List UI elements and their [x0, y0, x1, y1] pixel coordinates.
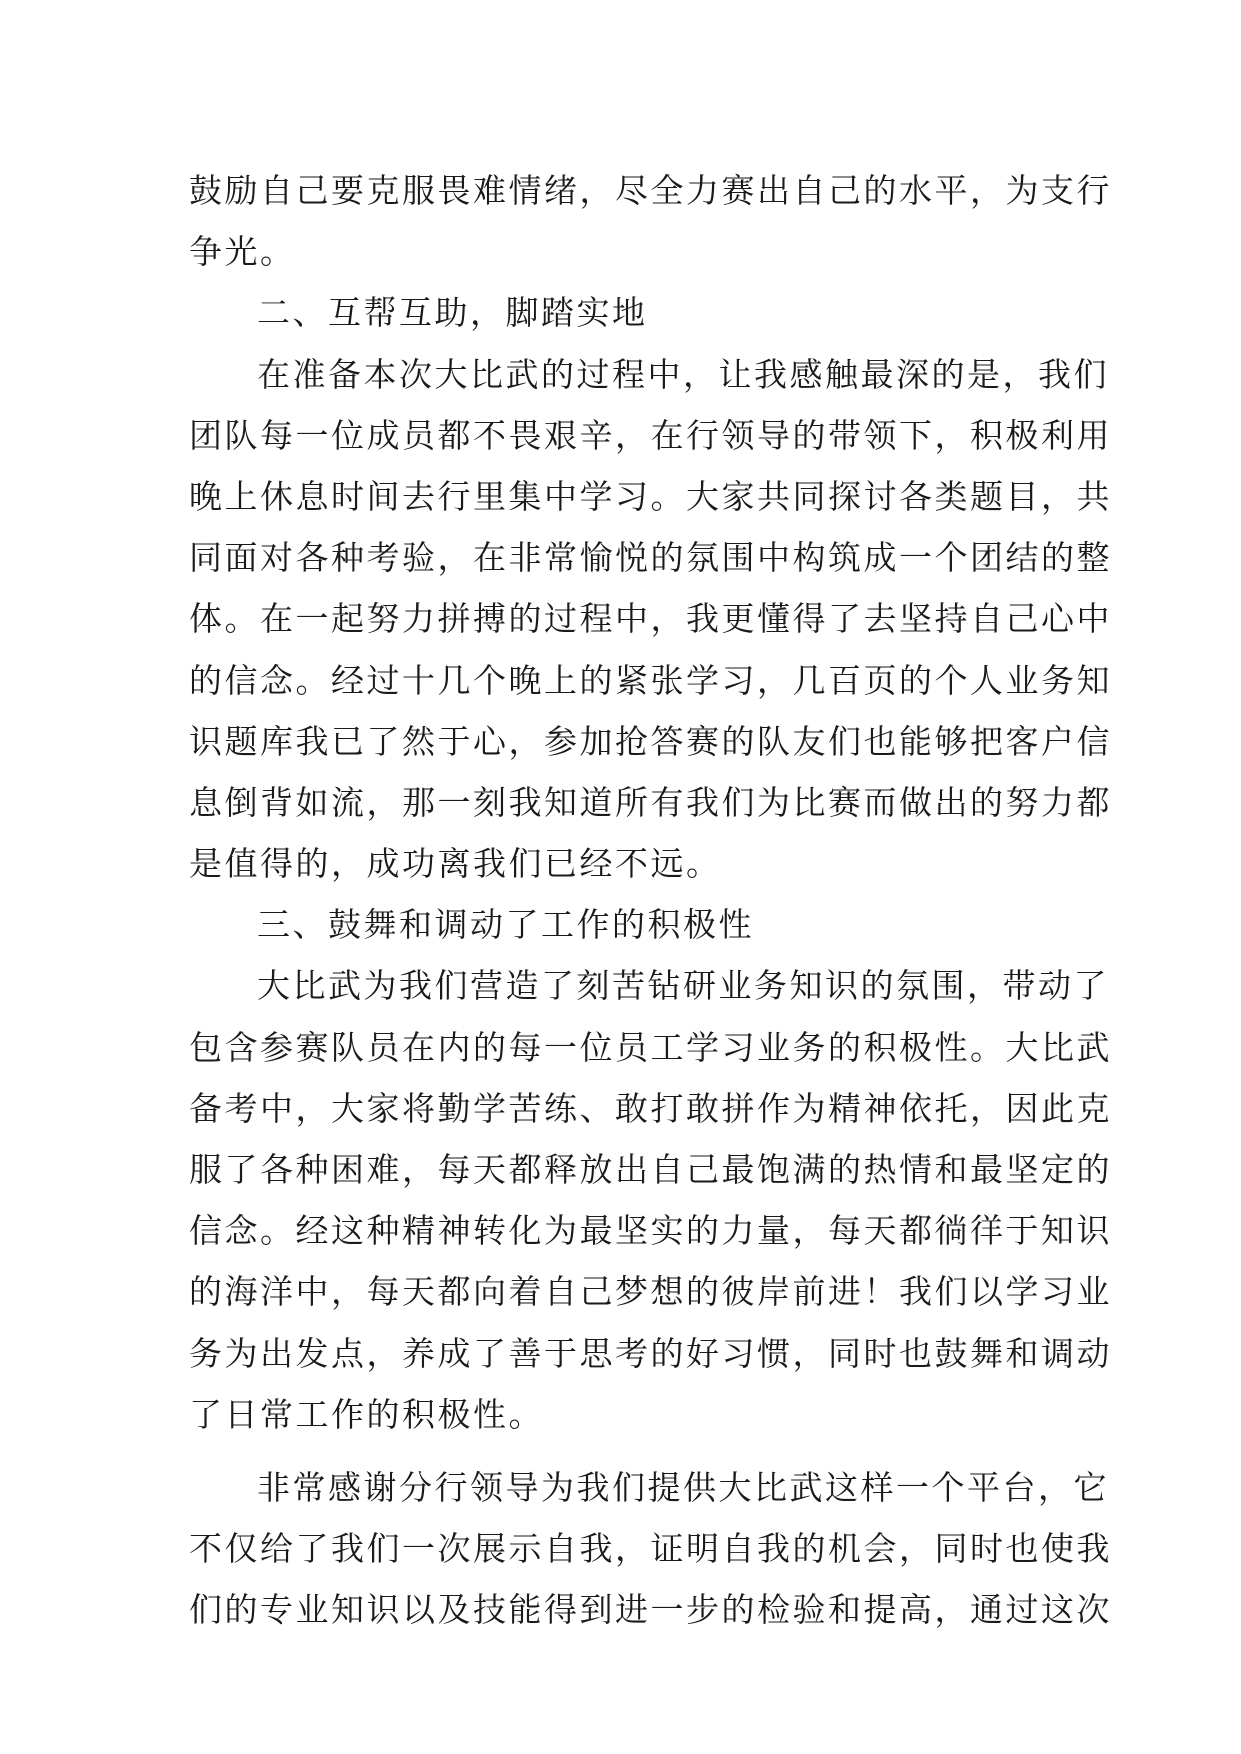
- text-line: 的信念。经过十几个晚上的紧张学习，几百页的个人业务知: [189, 660, 1112, 700]
- text-line: 同面对各种考验，在非常愉悦的氛围中构筑成一个团结的整: [189, 538, 1112, 578]
- text-line: 信念。经这种精神转化为最坚实的力量，每天都徜徉于知识: [189, 1211, 1112, 1251]
- text-line: 息倒背如流，那一刻我知道所有我们为比赛而做出的努力都: [189, 782, 1112, 822]
- text-line: 包含参赛队员在内的每一位员工学习业务的积极性。大比武: [189, 1027, 1112, 1067]
- text-line: 非常感谢分行领导为我们提供大比武这样一个平台，它: [257, 1467, 1109, 1507]
- document-body: [189, 160, 1112, 1641]
- text-line: 晚上休息时间去行里集中学习。大家共同探讨各类题目，共: [189, 476, 1112, 516]
- text-line: 不仅给了我们一次展示自我，证明自我的机会，同时也使我: [189, 1529, 1112, 1569]
- text-line: 争光。: [189, 232, 296, 272]
- section-heading: 二、互帮互助，脚踏实地: [257, 293, 648, 333]
- text-line: 的海洋中，每天都向着自己梦想的彼岸前进！我们以学习业: [189, 1272, 1112, 1312]
- text-line: 体。在一起努力拼搏的过程中，我更懂得了去坚持自己心中: [189, 599, 1112, 639]
- text-line: 在准备本次大比武的过程中，让我感触最深的是，我们: [257, 354, 1109, 394]
- text-line: 是值得的，成功离我们已经不远。: [189, 844, 722, 884]
- text-line: 鼓励自己要克服畏难情绪，尽全力赛出自己的水平，为支行: [189, 171, 1112, 210]
- text-line: 了日常工作的积极性。: [189, 1394, 544, 1434]
- section-heading: 三、鼓舞和调动了工作的积极性: [257, 905, 754, 945]
- text-line: 团队每一位成员都不畏艰辛，在行领导的带领下，积极利用: [189, 415, 1112, 455]
- text-line: 们的专业知识以及技能得到进一步的检验和提高，通过这次: [189, 1590, 1112, 1630]
- text-line: 务为出发点，养成了善于思考的好习惯，同时也鼓舞和调动: [189, 1333, 1112, 1373]
- text-line: 服了各种困难，每天都释放出自己最饱满的热情和最坚定的: [189, 1150, 1112, 1189]
- text-line: 大比武为我们营造了刻苦钻研业务知识的氛围，带动了: [257, 966, 1109, 1006]
- text-line: 备考中，大家将勤学苦练、敢打敢拼作为精神依托，因此克: [189, 1088, 1112, 1128]
- text-line: 识题库我已了然于心，参加抢答赛的队友们也能够把客户信: [189, 721, 1112, 761]
